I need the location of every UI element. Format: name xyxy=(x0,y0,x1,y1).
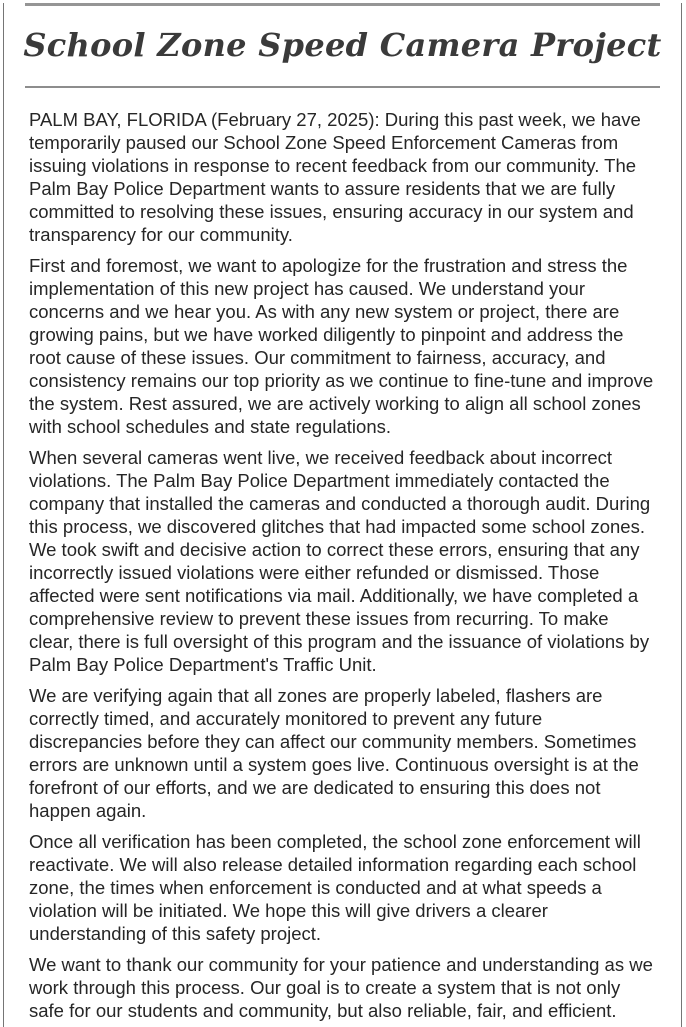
paragraph-apology: First and foremost, we want to apologize for the frustration and stress the implementation of this new project has caused. We understand your concerns and we hear you. As with any new system or project, there are growing pains, but we have worked diligently to pinpoint and address the root cause of these issues. Our commitment to fairness, accuracy, and consistency remains our top priority as we continue to fine-tune and improve the system. Rest assured, we are actively working to align all school zones with school schedules and state regulations. xyxy=(29,255,654,437)
document-page xyxy=(3,3,682,1027)
paragraph-audit: When several cameras went live, we received feedback about incorrect violations. The Palm Bay Police Department immediately contacted the company that installed the cameras and conducted a thorough audit. During this process, we discovered glitches that had impacted some school zones. We took swift and decisive action to correct these errors, ensuring that any incorrectly issued violations were either refunded or dismissed. Those affected were sent notifications via mail. Additionally, we have completed a comprehensive review to prevent these issues from recurring. To make clear, there is full oversight of this program and the issuance of violations by Palm Bay Police Department's Traffic Unit. xyxy=(29,447,651,675)
paragraph-thanks: We want to thank our community for your patience and understanding as we work through this process. Our goal is to create a system that is not only safe for our students and community, but also reliable, fair, and efficient. xyxy=(29,954,653,1021)
paragraph-intro: PALM BAY, FLORIDA (February 27, 2025): During this past week, we have temporarily paused our School Zone Speed Enforcement Cameras from issuing violations in response to recent feedback from our community. The Palm Bay Police Department wants to assure residents that we are fully committed to resolving these issues, ensuring accuracy in our system and transparency for our community. xyxy=(29,109,641,245)
page-title: School Zone Speed Camera Project xyxy=(23,26,662,64)
paragraph-verification: We are verifying again that all zones are properly labeled, flashers are correctly timed, and accurately monitored to prevent any future discrepancies before they can affect our community members. Sometimes errors are unknown until a system goes live. Continuous oversight is at the forefront of our efforts, and we are dedicated to ensuring this does not happen again. xyxy=(29,685,639,821)
paragraph-reactivation: Once all verification has been completed, the school zone enforcement will reactivate. We will also release detailed information regarding each school zone, the times when enforcement is conducted and at what speeds a violation will be initiated. We hope this will give drivers a clearer understanding of this safety project. xyxy=(29,831,641,944)
article-body xyxy=(4,88,681,1022)
